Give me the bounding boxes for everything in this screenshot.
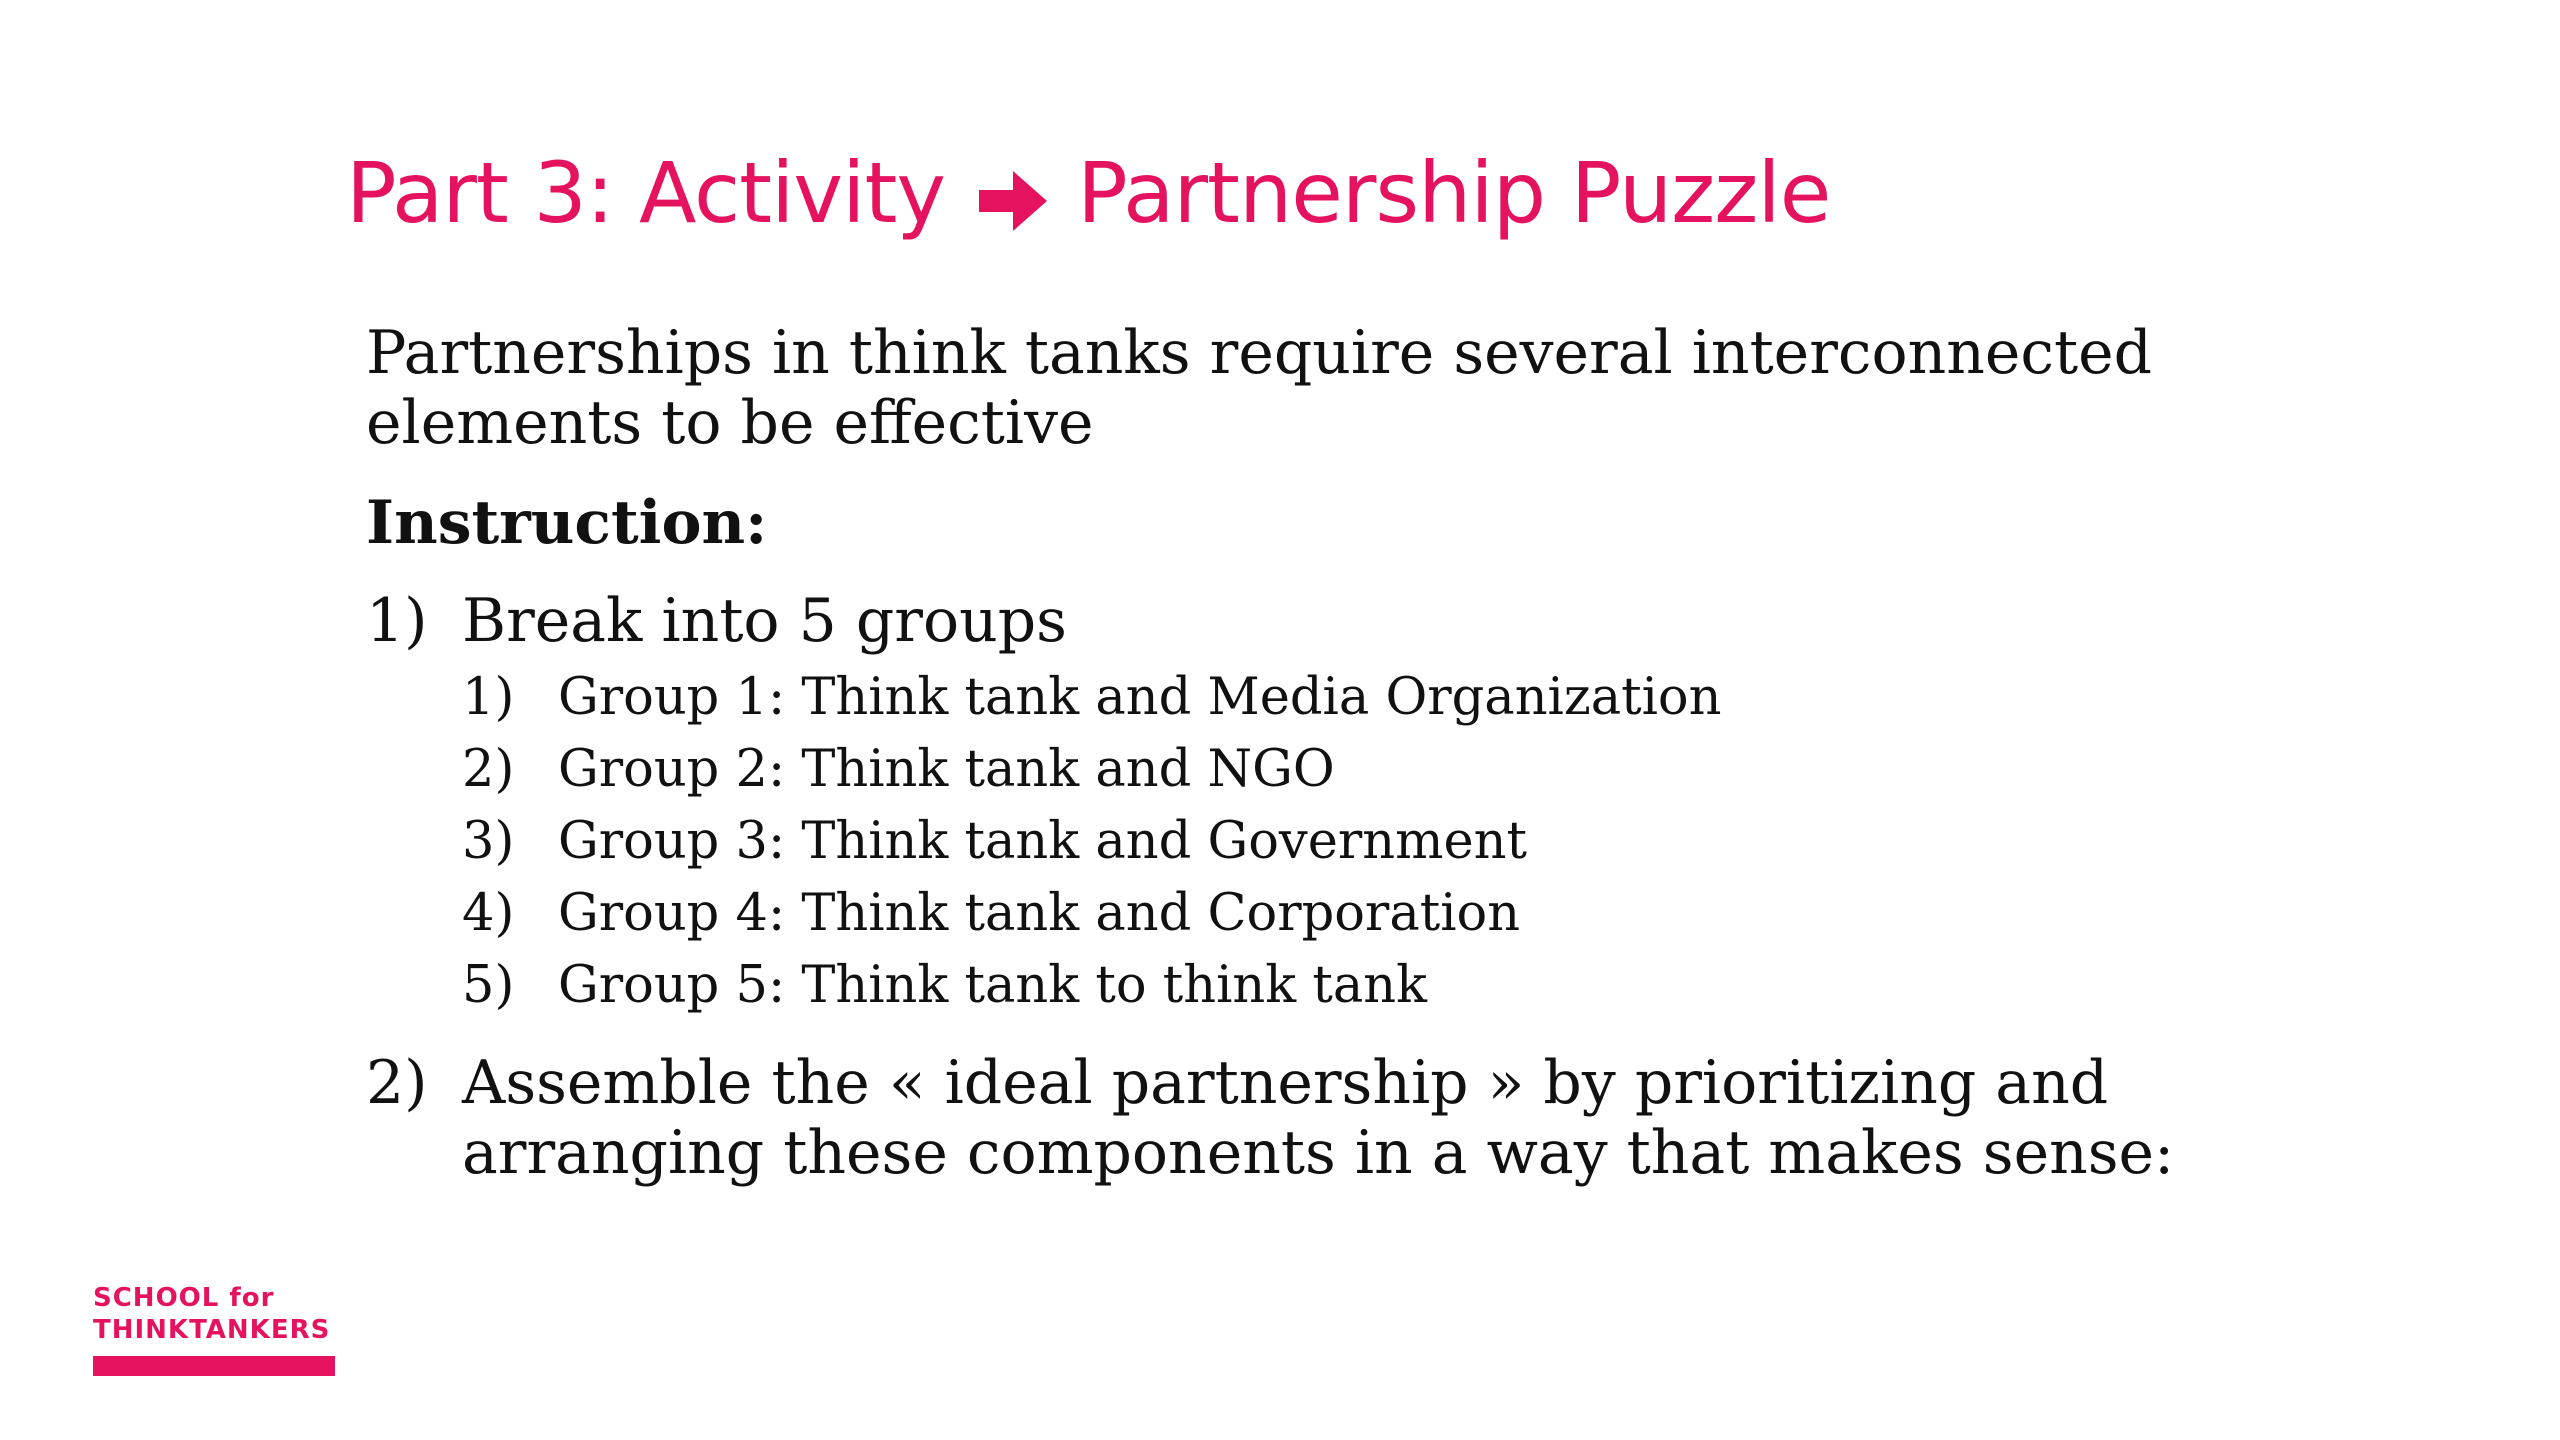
group-item — [462, 806, 2426, 878]
logo-bar — [93, 1356, 335, 1376]
list-text: Break into 5 groups — [462, 586, 1067, 656]
logo-line-2: THINKTANKERS — [93, 1315, 331, 1345]
group-item — [462, 950, 2426, 1022]
group-list — [462, 662, 2426, 1022]
sub-text: Group 2: Think tank and NGO — [558, 740, 1335, 799]
school-for-thinktankers-logo — [93, 1282, 338, 1376]
sub-number: 4) — [462, 884, 515, 943]
list-number: 1) — [366, 586, 428, 656]
sub-text: Group 4: Think tank and Corporation — [558, 884, 1521, 943]
list-text: Assemble the « ideal partnership » by prioritizing and arranging these components in a way that makes sense: — [462, 1048, 2175, 1188]
sub-number: 5) — [462, 956, 515, 1015]
group-item — [462, 734, 2426, 806]
instruction-heading: Instruction: — [366, 488, 768, 558]
list-number: 2) — [366, 1048, 428, 1118]
sub-number: 1) — [462, 668, 515, 727]
sub-text: Group 5: Think tank to think tank — [558, 956, 1428, 1015]
right-arrow-icon — [973, 159, 1051, 231]
title-part: Part 3: Activity — [346, 144, 946, 242]
sub-number: 3) — [462, 812, 515, 871]
group-item — [462, 662, 2426, 734]
logo-line-1: SCHOOL for — [93, 1283, 275, 1313]
title-topic: Partnership Puzzle — [1077, 144, 1831, 242]
sub-number: 2) — [462, 740, 515, 799]
intro-text: Partnerships in think tanks require several interconnected elements to be effective — [366, 318, 2153, 458]
group-item — [462, 878, 2426, 950]
sub-text: Group 3: Think tank and Government — [558, 812, 1528, 871]
slide-body — [366, 318, 2426, 1188]
sub-text: Group 1: Think tank and Media Organization — [558, 668, 1722, 727]
slide-title — [346, 138, 1830, 248]
list-item — [366, 586, 2426, 656]
list-item — [366, 1048, 2426, 1188]
